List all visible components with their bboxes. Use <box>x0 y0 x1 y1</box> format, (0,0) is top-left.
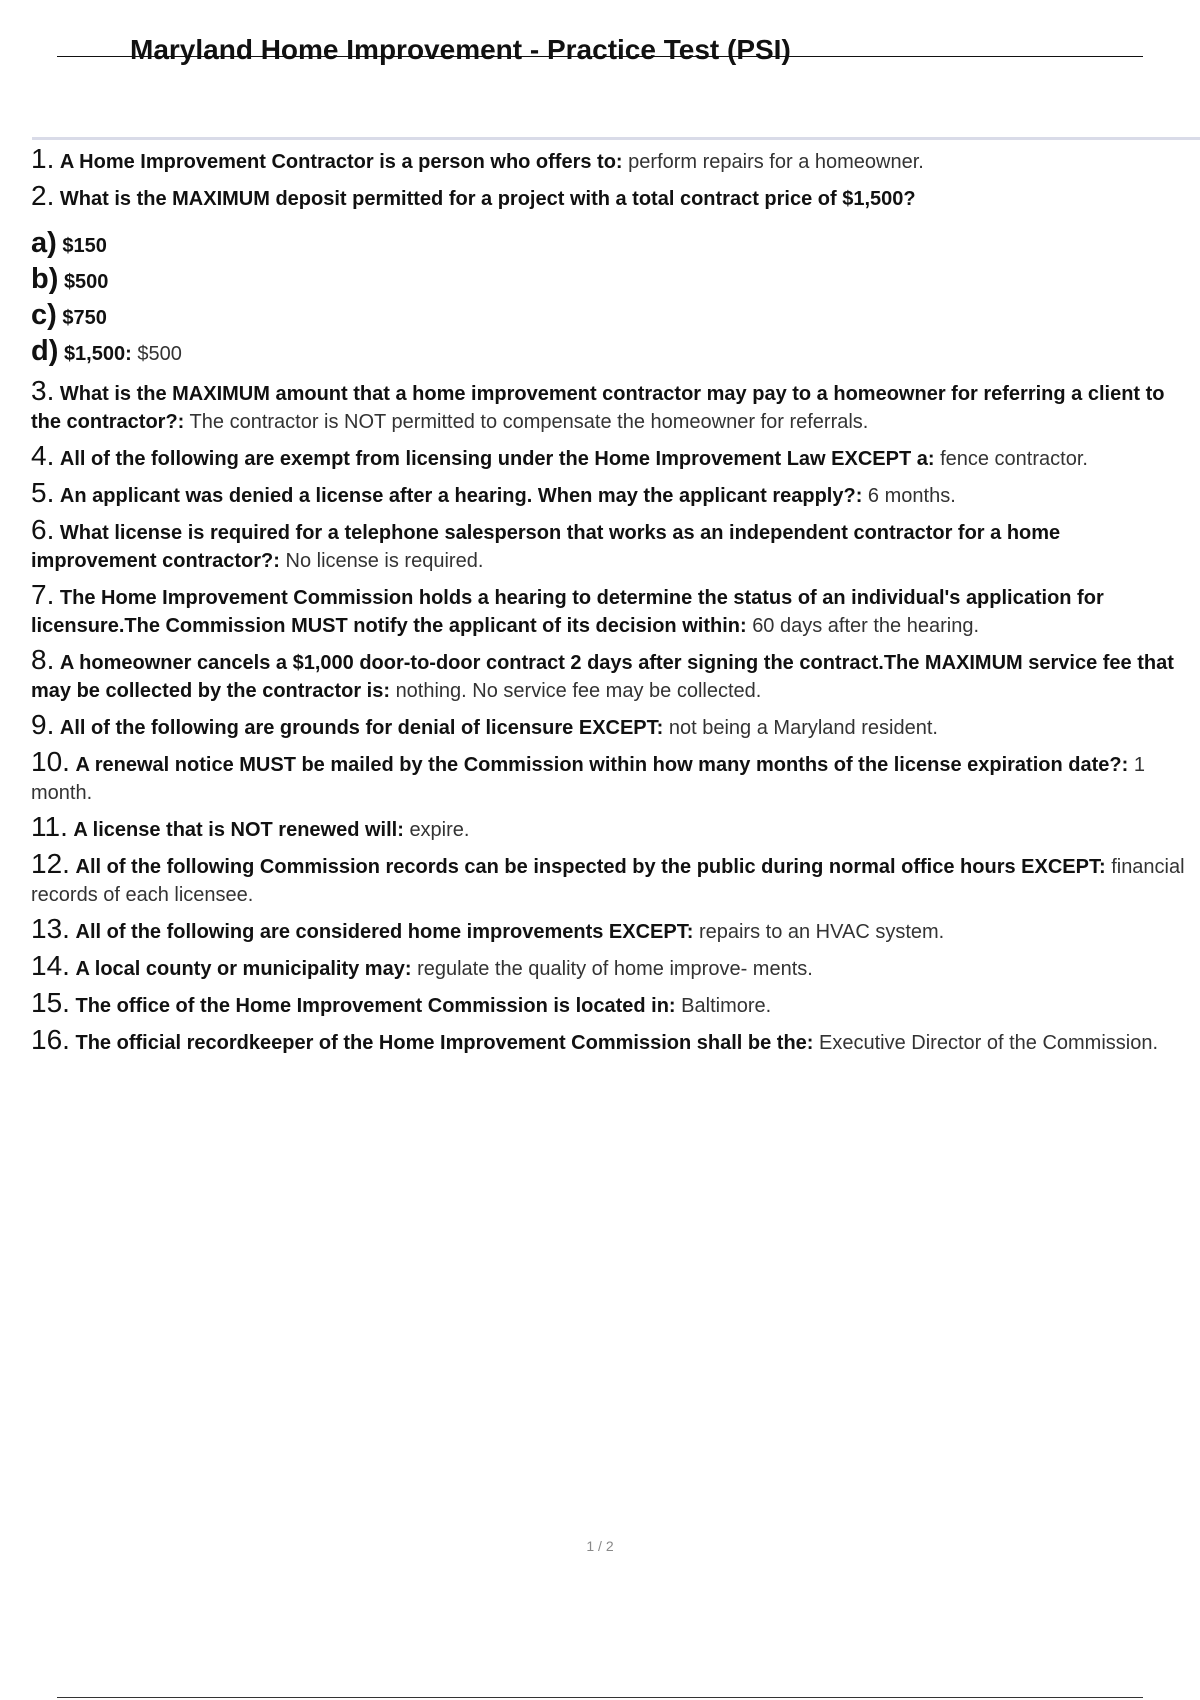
answer-text: regulate the quality of home improve- ments. <box>417 958 813 980</box>
question-10 <box>31 748 1191 807</box>
question-1 <box>31 145 1191 176</box>
option-value: $750 <box>62 307 107 329</box>
question-3 <box>31 377 1191 436</box>
page-title: Maryland Home Improvement - Practice Test (PSI) <box>130 34 791 65</box>
question-number: 4. <box>31 440 55 471</box>
question-11 <box>31 813 1191 844</box>
answer-text: Executive Director of the Commission. <box>819 1032 1159 1054</box>
question-14 <box>31 952 1191 983</box>
question-number: 10. <box>31 746 70 777</box>
question-number: 6. <box>31 514 55 545</box>
answer-text: financial records of each licensee. <box>31 856 1185 906</box>
question-number: 7. <box>31 579 55 610</box>
question-number: 3. <box>31 375 55 406</box>
question-number: 5. <box>31 477 55 508</box>
question-number: 14. <box>31 950 70 981</box>
page-number: 1 / 2 <box>586 1538 614 1554</box>
question-text: The official recordkeeper of the Home Improvement Commission shall be the: <box>75 1032 814 1054</box>
question-text: A Home Improvement Contractor is a person who offers to: <box>59 151 623 173</box>
answer-text: Baltimore. <box>681 995 772 1017</box>
question-4 <box>31 442 1191 473</box>
question-text: The office of the Home Improvement Commission is located in: <box>75 995 676 1017</box>
option-letter: b) <box>31 263 59 295</box>
question-number: 11. <box>31 811 68 842</box>
option-c <box>31 299 1191 335</box>
question-12 <box>31 850 1191 909</box>
question-7 <box>31 581 1191 640</box>
question-text: A license that is NOT renewed will: <box>73 819 404 841</box>
title-underline <box>57 56 1143 57</box>
option-d <box>31 335 1191 371</box>
question-text: What license is required for a telephone salesperson that works as an independent contractor for a home improvement contractor?: <box>31 522 1061 572</box>
question-2 <box>31 182 1191 371</box>
question-text: A homeowner cancels a $1,000 door-to-door contract 2 days after signing the contract.The MAXIMUM service fee that may be collected by the contractor is: <box>31 652 1174 702</box>
question-13 <box>31 915 1191 946</box>
question-text: An applicant was denied a license after a hearing. When may the applicant reapply?: <box>59 485 863 507</box>
option-a <box>31 227 1191 263</box>
question-number: 13. <box>31 913 70 944</box>
answer-text: fence contractor. <box>940 448 1088 470</box>
answer-text: not being a Maryland resident. <box>668 717 938 739</box>
question-text: A renewal notice MUST be mailed by the Commission within how many months of the license expiration date?: <box>75 754 1129 776</box>
option-value: $1,500: <box>63 343 132 365</box>
option-letter: a) <box>31 227 57 259</box>
question-text: All of the following are exempt from licensing under the Home Improvement Law EXCEPT a: <box>59 448 935 470</box>
question-number: 12. <box>31 848 70 879</box>
question-text: All of the following are grounds for denial of licensure EXCEPT: <box>59 717 664 739</box>
footer-rule <box>57 1697 1143 1698</box>
question-8 <box>31 646 1191 705</box>
question-number: 8. <box>31 644 55 675</box>
answer-text: 60 days after the hearing. <box>752 615 980 637</box>
answer-text: No license is required. <box>285 550 484 572</box>
question-text: All of the following are considered home improvements EXCEPT: <box>75 921 694 943</box>
answer-text: repairs to an HVAC system. <box>698 921 945 943</box>
question-text: What is the MAXIMUM amount that a home improvement contractor may pay to a homeowner for referring a client to the contractor?: <box>31 383 1165 433</box>
answer-text: The contractor is NOT permitted to compensate the homeowner for referrals. <box>189 411 869 433</box>
question-number: 1. <box>31 143 55 174</box>
option-letter: d) <box>31 335 59 367</box>
question-text: All of the following Commission records can be inspected by the public during normal office hours EXCEPT: <box>75 856 1106 878</box>
question-text: What is the MAXIMUM deposit permitted for a project with a total contract price of $1,500? <box>59 188 916 210</box>
option-letter: c) <box>31 299 57 331</box>
question-number: 2. <box>31 180 55 211</box>
question-6 <box>31 516 1191 575</box>
question-16 <box>31 1026 1191 1057</box>
question-5 <box>31 479 1191 510</box>
question-number: 16. <box>31 1024 70 1055</box>
answer-text: 6 months. <box>867 485 956 507</box>
question-9 <box>31 711 1191 742</box>
question-list <box>31 145 1191 1063</box>
header-separator <box>32 137 1200 140</box>
answer-text: $500 <box>137 343 182 365</box>
answer-text: nothing. No service fee may be collected. <box>395 680 762 702</box>
question-15 <box>31 989 1191 1020</box>
question-number: 9. <box>31 709 55 740</box>
option-value: $500 <box>63 271 109 293</box>
question-number: 15. <box>31 987 70 1018</box>
option-value: $150 <box>62 235 107 257</box>
question-text: A local county or municipality may: <box>75 958 412 980</box>
answer-options <box>31 227 1191 371</box>
option-b <box>31 263 1191 299</box>
answer-text: expire. <box>409 819 470 841</box>
question-text: The Home Improvement Commission holds a hearing to determine the status of an individual's application for licensure.The Commission MUST notify the applicant of its decision within: <box>31 587 1104 637</box>
answer-text: 1 month. <box>31 754 1145 804</box>
answer-text: perform repairs for a homeowner. <box>628 151 924 173</box>
